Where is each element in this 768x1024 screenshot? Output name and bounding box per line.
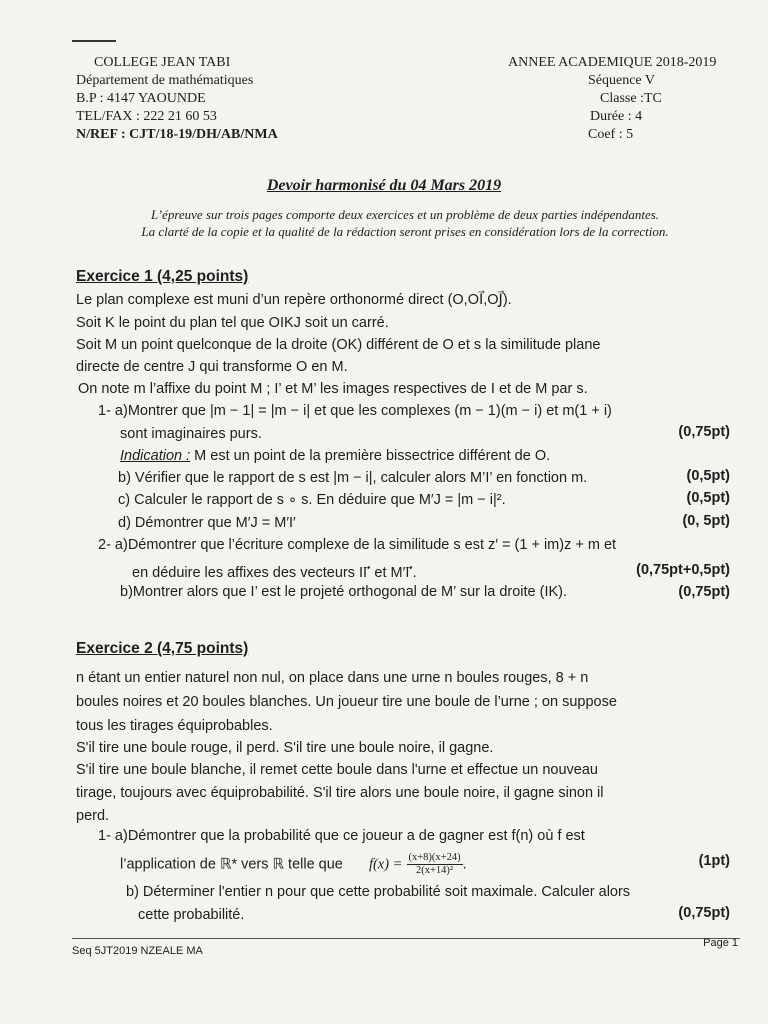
reference: N/REF : CJT/18-19/DH/AB/NMA bbox=[76, 127, 278, 142]
ex2-line: S'il tire une boule rouge, il perd. S'il tire une boule noire, il gagne. bbox=[76, 740, 494, 756]
ex1-line: Le plan complexe est muni d’un repère orthonormé direct (O,OI⃗,OJ⃗). bbox=[76, 292, 512, 308]
exam-title: Devoir harmonisé du 04 Mars 2019 bbox=[266, 177, 502, 194]
footer-rule bbox=[72, 938, 740, 939]
ex1-line: en déduire les affixes des vecteurs II′⃗ et M′I′⃗. bbox=[132, 565, 417, 581]
points: (0,5pt) bbox=[686, 490, 730, 506]
ex2-line: perd. bbox=[76, 808, 110, 824]
indication-text: M est un point de la première bissectrice différent de O. bbox=[194, 448, 551, 464]
sequence: Séquence V bbox=[588, 73, 655, 88]
exam-info bbox=[490, 54, 740, 144]
ex2-line: S'il tire une boule blanche, il remet cette boule dans l'urne et effectue un nouveau bbox=[76, 762, 598, 778]
school-name: COLLEGE JEAN TABI bbox=[94, 55, 231, 70]
points: (0, 5pt) bbox=[682, 513, 730, 529]
ex1-line: On note m l’affixe du point M ; I’ et M’ les images respectives de I et de M par s. bbox=[78, 381, 588, 397]
ex2-line: l’application de ℝ* vers ℝ telle que f(x) = $\frac{(x+8)(x+24)}{\text{2(x+14)²}}$ . bbox=[120, 852, 467, 876]
ex1-line: directe de centre J qui transforme O en M. bbox=[76, 359, 348, 375]
duree: Durée : 4 bbox=[590, 109, 643, 124]
ex2-line: tous les tirages équiprobables. bbox=[76, 718, 273, 734]
points: (0,75pt) bbox=[678, 584, 730, 600]
coef: Coef : 5 bbox=[588, 127, 634, 142]
formula-fraction bbox=[407, 852, 463, 877]
exercise-1-title: Exercice 1 (4,25 points) bbox=[76, 268, 249, 285]
formula-lhs: f(x) = bbox=[368, 856, 403, 873]
department: Département de mathématiques bbox=[76, 73, 254, 88]
instructions bbox=[70, 206, 740, 240]
ex2-line: n étant un entier naturel non nul, on place dans une urne n boules rouges, 8 + n bbox=[76, 670, 589, 686]
academic-year: ANNEE ACADEMIQUE 2018-2019 bbox=[508, 55, 717, 70]
indication-label: Indication : bbox=[120, 448, 191, 464]
formula-denominator: 2(x+14)² bbox=[416, 865, 454, 876]
ex1-line: sont imaginaires purs. bbox=[120, 426, 262, 442]
points: (0,5pt) bbox=[686, 468, 730, 484]
points: (0,75pt+0,5pt) bbox=[636, 562, 730, 578]
ex1-question-2b: b)Montrer alors que I’ est le projeté orthogonal de M’ sur la droite (IK). bbox=[120, 584, 568, 600]
ex2-line: tirage, toujours avec équiprobabilité. S'il tire alors une boule noire, il gagne sinon il bbox=[76, 785, 604, 801]
ex2-question-1b: b) Déterminer l'entier n pour que cette probabilité soit maximale. Calculer alors bbox=[126, 884, 631, 900]
ex1-question-1c: c) Calculer le rapport de s ∘ s. En déduire que M′J = |m − i|². bbox=[118, 492, 506, 508]
instruction-line: L’épreuve sur trois pages comporte deux exercices et un problème de deux parties indépendantes. bbox=[150, 207, 660, 222]
ex1-question-1b: b) Vérifier que le rapport de s est |m − i|, calculer alors M’I’ en fonction m. bbox=[118, 470, 588, 486]
ex2-question-1a: 1- a)Démontrer que la probabilité que ce joueur a de gagner est f(n) où f est bbox=[98, 828, 585, 844]
phone: TEL/FAX : 222 21 60 53 bbox=[76, 109, 217, 124]
points: (0,75pt) bbox=[678, 424, 730, 440]
top-rule bbox=[72, 40, 116, 42]
formula-intro: l’application de ℝ* vers ℝ telle que bbox=[120, 856, 343, 873]
postal-box: B.P : 4147 YAOUNDE bbox=[76, 91, 206, 106]
ex1-line: Soit M un point quelconque de la droite (OK) différent de O et s la similitude plane bbox=[76, 337, 601, 353]
instruction-line: La clarté de la copie et la qualité de la rédaction seront prises en considération lors de la correction. bbox=[141, 224, 669, 239]
ex1-question-2a: 2- a)Démontrer que l’écriture complexe de la similitude s est z′ = (1 + im)z + m et bbox=[98, 537, 617, 553]
points: (1pt) bbox=[698, 853, 730, 869]
school-header bbox=[76, 54, 278, 144]
ex1-question-1a: 1- a)Montrer que |m − 1| = |m − i| et que les complexes (m − 1)(m − i) et m(1 + i) bbox=[98, 403, 612, 419]
ex1-line: Soit K le point du plan tel que OIKJ soit un carré. bbox=[76, 315, 389, 331]
ex1-question-1d: d) Démontrer que M′J = M′I′ bbox=[118, 515, 296, 531]
ex2-line: cette probabilité. bbox=[138, 907, 245, 923]
formula-numerator: (x+8)(x+24) bbox=[408, 852, 461, 863]
ex2-line: boules noires et 20 boules blanches. Un joueur tire une boule de l’urne ; on suppose bbox=[76, 694, 617, 710]
classe: Classe :TC bbox=[600, 91, 662, 106]
footer-author: Seq 5JT2019 NZEALE MA bbox=[72, 945, 203, 957]
points: (0,75pt) bbox=[678, 905, 730, 921]
ex1-indication bbox=[120, 446, 550, 466]
exercise-2-title: Exercice 2 (4,75 points) bbox=[76, 640, 249, 657]
page-number: Page 1 bbox=[703, 937, 738, 949]
